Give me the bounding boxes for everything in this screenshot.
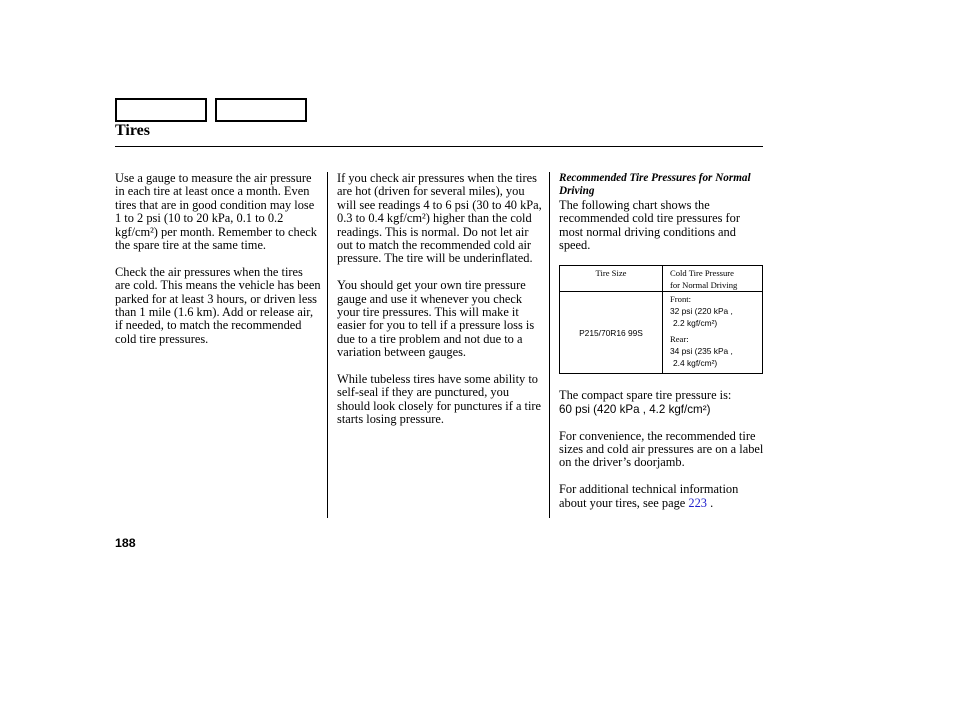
spare-value: 60 psi (420 kPa , 4.2 kgf/cm²) [559,402,711,416]
paragraph-own-gauge: You should get your own tire pressure gauge and use it whenever you check your tire pressures. This will make it easier for you to tell if a pressure loss is due to a tire problem and not due to a variation between gauges. [337,278,535,360]
column-3 [559,172,765,523]
table-header-row [560,266,763,292]
header-cold-line2: for Normal Driving [670,280,738,291]
more-info-text: For additional technical information about your tires, see page [559,482,739,510]
paragraph-tubeless: While tubeless tires have some ability to self-seal if they are punctured, you should look closely for punctures if a tire starts losing pressure. [337,372,542,427]
header-tire-size: Tire Size [560,266,663,292]
column-1 [115,172,321,360]
column-2 [337,172,543,440]
rear-value-line1: 34 psi (235 kPa , [670,346,733,357]
nav-button-next[interactable] [215,98,307,122]
cell-tire-size: P215/70R16 99S [560,292,663,374]
page-reference-link[interactable]: 223 [688,495,707,510]
column-divider-2 [549,172,550,518]
rear-label: Rear: [670,334,689,345]
nav-button-previous[interactable] [115,98,207,122]
paragraph-gauge-measure: Use a gauge to measure the air pressure in each tire at least once a month. Even tires that are in good condition may lose 1 to 2 psi (10 to 20 kPa, 0.1 to 0.2 kgf/cm²) per month. Remember to check the spare tire at the same time. [115,171,317,253]
header-cold-line1: Cold Tire Pressure [670,268,734,279]
spare-text: The compact spare tire pressure is: [559,388,732,403]
page-number: 188 [115,536,136,550]
paragraph-check-cold: Check the air pressures when the tires are cold. This means the vehicle has been parked for at least 3 hours, or driven less than 1 mile (1.6 km). Add or release air, if needed, to match the recommended cold tire pressures. [115,264,321,346]
front-label: Front: [670,294,692,305]
tire-pressure-table [559,265,763,374]
paragraph-spare-pressure [559,389,765,416]
title-divider [115,146,763,147]
cell-pressures [663,292,763,374]
paragraph-hot-tires: If you check air pressures when the tires are hot (driven for several miles), you will see readings 4 to 6 psi (30 to 40 kPa, 0.3 to 0.4 kgf/cm²) higher than the cold readings. This is normal. Do not let air out to match the recommended cold air pressure. The tire will be underinflated. [337,171,542,266]
header-cold-pressure [663,266,763,292]
section-subheading: Recommended Tire Pressures for Normal Driving [559,172,751,198]
table-row [560,292,763,374]
page-title: Tires [115,122,150,139]
more-info-end: . [706,495,714,510]
rear-value-line2: 2.4 kgf/cm²) [673,358,718,369]
paragraph-more-info [559,483,765,510]
paragraph-chart-intro: The following chart shows the recommended cold tire pressures for most normal driving conditions and speed. [559,197,740,253]
front-value-line2: 2.2 kgf/cm²) [673,318,718,329]
paragraph-convenience: For convenience, the recommended tire sizes and cold air pressures are on a label on the driver’s doorjamb. [559,428,764,470]
front-value-line1: 32 psi (220 kPa , [670,306,733,317]
column-divider-1 [327,172,328,518]
